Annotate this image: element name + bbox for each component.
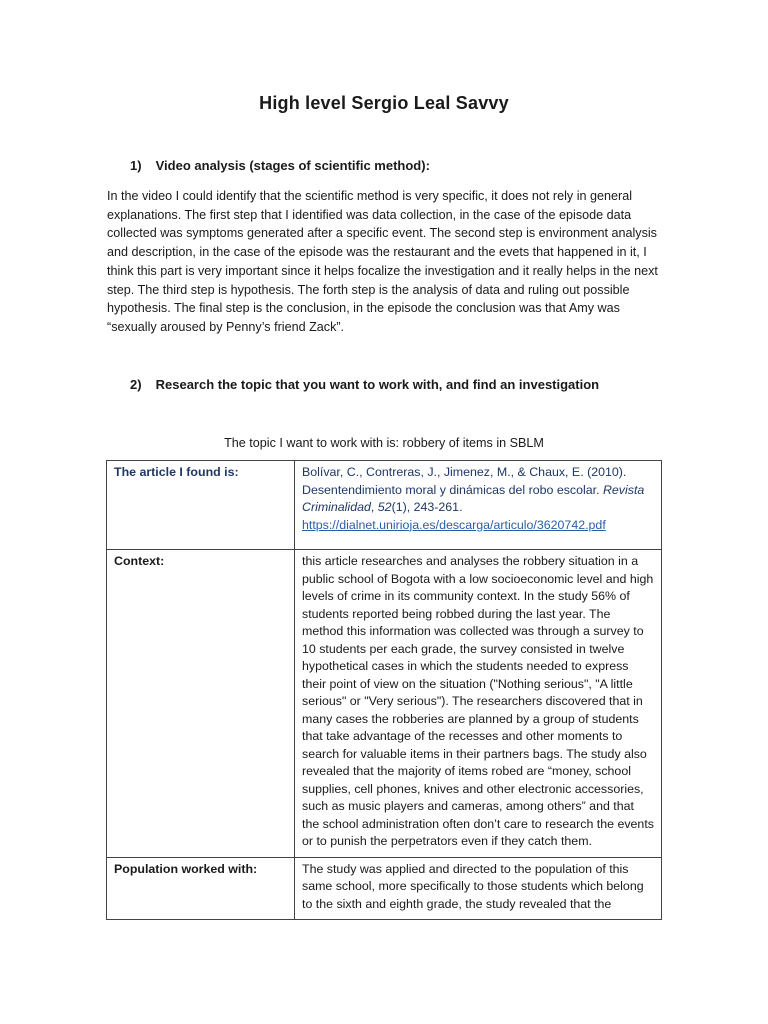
section-1-heading-text: Video analysis (stages of scientific method): [155,158,430,173]
table-row [107,857,662,920]
article-label: The article I found is: [107,461,295,550]
section-1-heading [130,158,430,173]
article-table [106,460,662,920]
citation-volume: 52 [377,500,392,514]
section-2-heading-text: Research the topic that you want to work with, and find an investigation [155,377,600,392]
citation-authors: Bolívar, C., Contreras, J., Jimenez, M., & Chaux, E. (2010). Desentendimiento moral y dinámicas del robo escolar. [302,465,627,497]
population-text: The study was applied and directed to the population of this same school, more specifically to those students which belong to the sixth and eighth grade, the study revealed that the [295,857,662,920]
citation-link[interactable]: https://dialnet.unirioja.es/descarga/articulo/3620742.pdf [302,517,606,532]
citation-journal: Revista Criminalidad [302,482,645,514]
section-2-heading [130,377,599,392]
table-row [107,461,662,550]
section-1-paragraph: In the video I could identify that the scientific method is very specific, it does not rely in general explanations. The first step that I identified was data collection, in the case of the episode data collected was symptoms generated after a specific event. The second step is environment analysis and description, in the case of the episode was the restaurant and the evets that happened in it, I think this part is very important since it helps focalize the investigation and it really helps in the next step. The third step is hypothesis. The forth step is the analysis of data and ruling out possible hypothesis. The final step is the conclusion, in the episode the conclusion was that Amy was “sexually aroused by Penny’s friend Zack”. [107,189,658,334]
citation-sep: , [370,500,378,514]
population-label: Population worked with: [107,857,295,920]
citation-issue-pages: (1), 243-261. [391,500,463,514]
article-citation [295,461,662,550]
table-row [107,550,662,858]
section-1-number: 1) [130,158,142,173]
topic-line: The topic I want to work with is: robbery of items in SBLM [224,436,544,450]
context-label: Context: [107,550,295,858]
page-title: High level Sergio Leal Savvy [259,93,509,113]
section-2-number: 2) [130,377,142,392]
context-text: this article researches and analyses the robbery situation in a public school of Bogota with a low socioeconomic level and high levels of crime in its community context. In the study 56% of students reported being robbed during the last year. The method this information was collected was through a survey to 10 students per each grade, the survey consisted in twelve hypothetical cases in which the students needed to express their point of view on the situation ("Nothing serious", "A little serious" or "Very serious"). The researchers discovered that in many cases the robberies are planned by a group of students that take advantage of the recesses and other moments to search for valuable items in their partners bags. The study also revealed that the majority of items robed are “money, school supplies, cell phones, knives and other electronic accessories, such as music players and cameras, among others” and that the school administration often don’t care to research the events or to punish the perpetrators even if they catch them. [295,550,662,858]
